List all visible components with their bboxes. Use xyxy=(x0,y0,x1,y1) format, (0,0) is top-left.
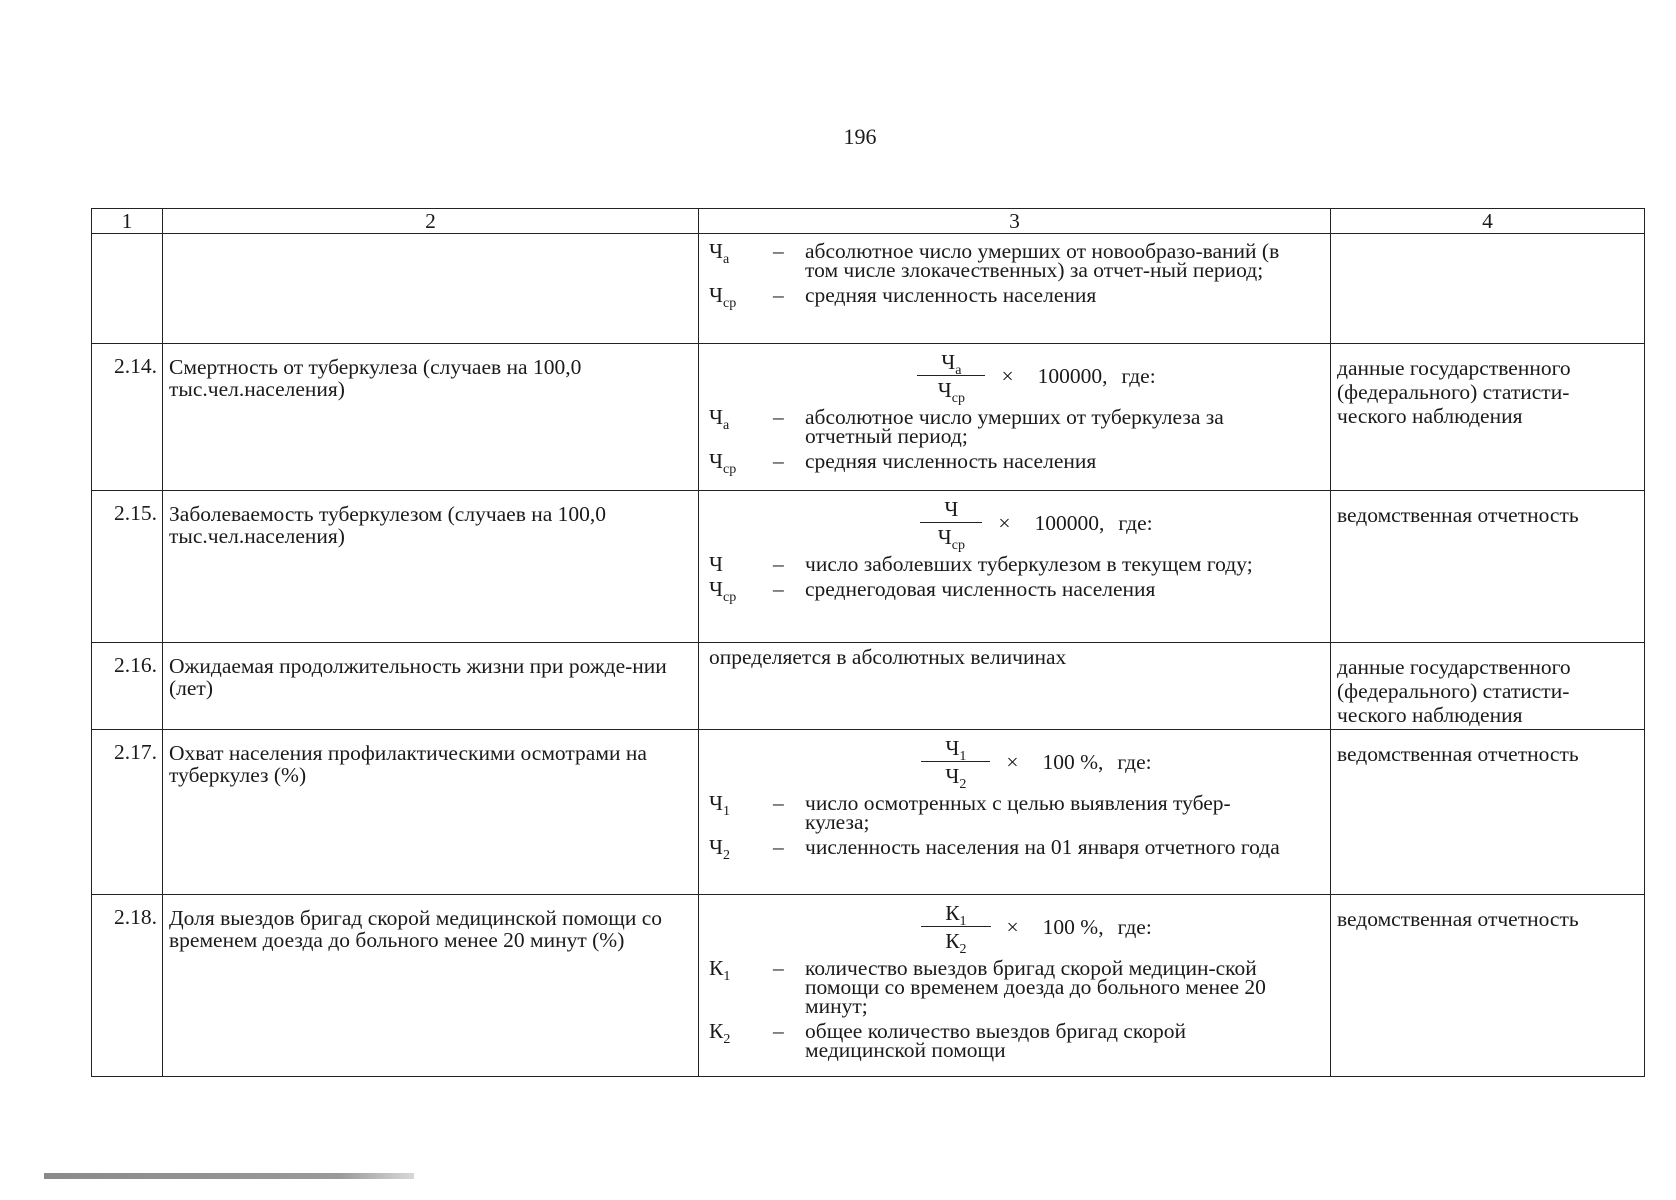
variable-symbol-text-subscript: 1 xyxy=(722,804,730,819)
bottom-scan-rule xyxy=(44,1173,414,1179)
source-cell: данные государственного (федерального) статисти-ческого наблюдения xyxy=(1331,643,1645,730)
variable-symbol xyxy=(709,449,773,477)
numerator-symbol-subscript: а xyxy=(955,363,962,378)
variable-definition xyxy=(709,552,1324,576)
source-cell: ведомственная отчетность xyxy=(1331,730,1645,895)
indicator-name-cell: Охват населения профилактическими осмотрами на туберкулез (%) xyxy=(163,730,699,895)
definition-text: число осмотренных с целью выявления тубер-кулеза; xyxy=(805,791,1231,834)
variable-symbol-text xyxy=(709,577,737,605)
column-header-2: 2 xyxy=(163,209,699,234)
definition-text: число заболевших туберкулезом в текущем году; xyxy=(805,552,1253,576)
definition-dash: – xyxy=(773,791,784,815)
formula-factor: 100 %, xyxy=(1042,915,1104,939)
row-number-cell: 2.17. xyxy=(92,730,163,895)
denominator-symbol-subscript: 2 xyxy=(959,942,967,957)
variable-symbol-text-letter: К xyxy=(709,1019,724,1043)
source-cell: данные государственного (федерального) статисти-ческого наблюдения xyxy=(1331,344,1645,491)
variable-symbol-text-letter: Ч xyxy=(709,405,723,429)
numerator-symbol-letter: Ч xyxy=(941,350,956,374)
variable-definition xyxy=(709,577,1324,605)
variable-symbol xyxy=(709,791,773,819)
denominator-symbol xyxy=(937,378,965,406)
definition-text: средняя численность населения xyxy=(805,449,1097,473)
table-row xyxy=(92,730,1645,895)
variable-definition xyxy=(709,1019,1324,1062)
denominator-symbol xyxy=(937,525,965,553)
formula xyxy=(709,736,1324,792)
definition-text: общее количество выездов бригад скорой медицинской помощи xyxy=(805,1019,1186,1062)
page-number: 196 xyxy=(843,124,877,149)
variable-definition xyxy=(709,405,1324,448)
definition-text: абсолютное число умерших от туберкулеза за отчетный период; xyxy=(805,405,1224,448)
variable-symbol-text-letter: Ч xyxy=(709,552,723,576)
variable-symbol xyxy=(709,552,773,576)
table-row xyxy=(92,344,1645,491)
denominator-symbol xyxy=(945,929,967,957)
variable-symbol-text-subscript: ср xyxy=(722,296,737,311)
definition-dash: – xyxy=(773,405,784,429)
column-header-1: 1 xyxy=(92,209,163,234)
source-cell: ведомственная отчетность xyxy=(1331,895,1645,1077)
table-row xyxy=(92,895,1645,1077)
formula xyxy=(709,901,1324,957)
indicator-name-cell: Доля выездов бригад скорой медицинской помощи со временем доезда до больного менее 20 минут (%) xyxy=(163,895,699,1077)
denominator-symbol-letter: Ч xyxy=(945,764,960,788)
calculation-cell xyxy=(699,643,1331,730)
numerator-symbol xyxy=(941,350,962,378)
calculation-cell xyxy=(699,234,1331,344)
variable-symbol-text xyxy=(709,405,730,433)
calculation-cell xyxy=(699,895,1331,1077)
numerator-symbol-letter: Ч xyxy=(945,736,960,760)
variable-symbol-text-subscript: 2 xyxy=(723,1032,731,1047)
row-number-cell: 2.16. xyxy=(92,643,163,730)
formula-factor: 100 %, xyxy=(1042,750,1104,774)
formula-denominator xyxy=(945,927,967,957)
denominator-symbol-letter: Ч xyxy=(937,378,952,402)
formula-fraction xyxy=(921,901,990,957)
formula-factor: 100000, xyxy=(1034,511,1105,535)
indicator-name-cell: Смертность от туберкулеза (случаев на 100,0 тыс.чел.населения) xyxy=(163,344,699,491)
column-header-4: 4 xyxy=(1331,209,1645,234)
numerator-symbol xyxy=(944,497,958,521)
denominator-symbol-letter: К xyxy=(945,929,960,953)
row-number-cell: 2.14. xyxy=(92,344,163,491)
formula-numerator xyxy=(921,738,990,762)
variable-symbol-text-subscript: а xyxy=(722,418,730,433)
variable-symbol-text xyxy=(709,283,737,311)
variable-symbol-text xyxy=(709,449,737,477)
column-header-3: 3 xyxy=(699,209,1331,234)
variable-definition xyxy=(709,835,1324,863)
variable-definition xyxy=(709,239,1324,282)
multiply-sign: × xyxy=(1006,750,1019,774)
calculation-text: определяется в абсолютных величинах xyxy=(709,645,1067,669)
table-header-row xyxy=(92,209,1645,234)
formula-where: где: xyxy=(1118,511,1153,535)
formula-numerator xyxy=(917,352,985,376)
definition-dash: – xyxy=(773,239,784,263)
definition-text: численность населения на 01 января отчетного года xyxy=(805,835,1280,859)
variable-symbol-text xyxy=(709,791,730,819)
formula-where: где: xyxy=(1117,915,1152,939)
formula-where: где: xyxy=(1117,750,1152,774)
variable-symbol-text-subscript: а xyxy=(722,252,730,267)
variable-symbol-text xyxy=(709,1019,731,1047)
multiply-sign: × xyxy=(1006,915,1019,939)
numerator-symbol-subscript: 1 xyxy=(959,914,967,929)
formula-denominator xyxy=(937,376,965,406)
formula-denominator xyxy=(937,523,965,553)
multiply-sign: × xyxy=(998,511,1011,535)
variable-symbol-text-subscript: ср xyxy=(722,590,737,605)
multiply-sign: × xyxy=(1001,364,1014,388)
formula-factor: 100000, xyxy=(1037,364,1108,388)
table-row xyxy=(92,491,1645,643)
source-cell xyxy=(1331,234,1645,344)
formula-numerator xyxy=(920,499,982,523)
definition-dash: – xyxy=(773,1019,784,1043)
definition-dash: – xyxy=(773,835,784,859)
variable-definition xyxy=(709,791,1324,834)
variable-symbol xyxy=(709,283,773,311)
definition-dash: – xyxy=(773,283,784,307)
denominator-symbol xyxy=(945,764,967,792)
formula-fraction xyxy=(921,736,990,792)
denominator-symbol-subscript: ср xyxy=(951,538,965,553)
variable-symbol xyxy=(709,577,773,605)
variable-symbol-text-subscript: 2 xyxy=(722,848,730,863)
numerator-symbol xyxy=(945,901,967,929)
variable-symbol xyxy=(709,956,773,984)
definition-dash: – xyxy=(773,956,784,980)
variable-symbol-text-letter: Ч xyxy=(709,239,723,263)
formula-where: где: xyxy=(1121,364,1156,388)
numerator-symbol-letter: Ч xyxy=(944,497,959,521)
table-row xyxy=(92,643,1645,730)
calculation-cell xyxy=(699,344,1331,491)
variable-symbol-text-letter: К xyxy=(709,956,724,980)
row-number-cell: 2.18. xyxy=(92,895,163,1077)
variable-symbol-text xyxy=(709,239,730,267)
denominator-symbol-subscript: ср xyxy=(951,391,965,406)
variable-symbol-text-letter: Ч xyxy=(709,791,723,815)
calculation-cell xyxy=(699,730,1331,895)
numerator-symbol xyxy=(945,736,967,764)
indicator-name-cell xyxy=(163,234,699,344)
formula-numerator xyxy=(921,903,990,927)
formula-fraction xyxy=(917,350,985,406)
table-row-continued xyxy=(92,234,1645,344)
formula xyxy=(709,497,1324,553)
formula xyxy=(709,350,1324,406)
indicators-table xyxy=(91,208,1645,1077)
numerator-symbol-subscript: 1 xyxy=(959,749,967,764)
definition-text: количество выездов бригад скорой медицин-ской помощи со временем доезда до больного менее 20 минут; xyxy=(805,956,1266,1018)
variable-symbol-text-letter: Ч xyxy=(709,835,723,859)
indicator-name-cell: Заболеваемость туберкулезом (случаев на 100,0 тыс.чел.населения) xyxy=(163,491,699,643)
variable-definition xyxy=(709,449,1324,477)
variable-symbol xyxy=(709,1019,773,1047)
definition-dash: – xyxy=(773,449,784,473)
numerator-symbol-letter: К xyxy=(945,901,960,925)
variable-definition xyxy=(709,956,1324,1018)
source-cell: ведомственная отчетность xyxy=(1331,491,1645,643)
variable-symbol-text xyxy=(709,835,730,863)
variable-symbol-text-letter: Ч xyxy=(709,449,723,473)
variable-symbol-text xyxy=(709,552,723,576)
formula-denominator xyxy=(945,762,967,792)
variable-definition xyxy=(709,283,1324,311)
calculation-cell xyxy=(699,491,1331,643)
variable-symbol-text-letter: Ч xyxy=(709,577,723,601)
definition-text: среднегодовая численность населения xyxy=(805,577,1156,601)
indicator-name-cell: Ожидаемая продолжительность жизни при рожде-нии (лет) xyxy=(163,643,699,730)
denominator-symbol-letter: Ч xyxy=(937,525,952,549)
variable-symbol xyxy=(709,239,773,267)
variable-symbol xyxy=(709,835,773,863)
row-number-cell: 2.15. xyxy=(92,491,163,643)
denominator-symbol-subscript: 2 xyxy=(959,777,967,792)
variable-symbol-text-subscript: 1 xyxy=(723,969,731,984)
variable-symbol xyxy=(709,405,773,433)
definition-text: средняя численность населения xyxy=(805,283,1097,307)
variable-symbol-text-subscript: ср xyxy=(722,462,737,477)
definition-dash: – xyxy=(773,577,784,601)
definition-dash: – xyxy=(773,552,784,576)
variable-symbol-text-letter: Ч xyxy=(709,283,723,307)
variable-symbol-text xyxy=(709,956,731,984)
formula-fraction xyxy=(920,497,982,553)
definition-text: абсолютное число умерших от новообразо-ваний (в том числе злокачественных) за отчет-ный период; xyxy=(805,239,1280,282)
row-number-cell xyxy=(92,234,163,344)
